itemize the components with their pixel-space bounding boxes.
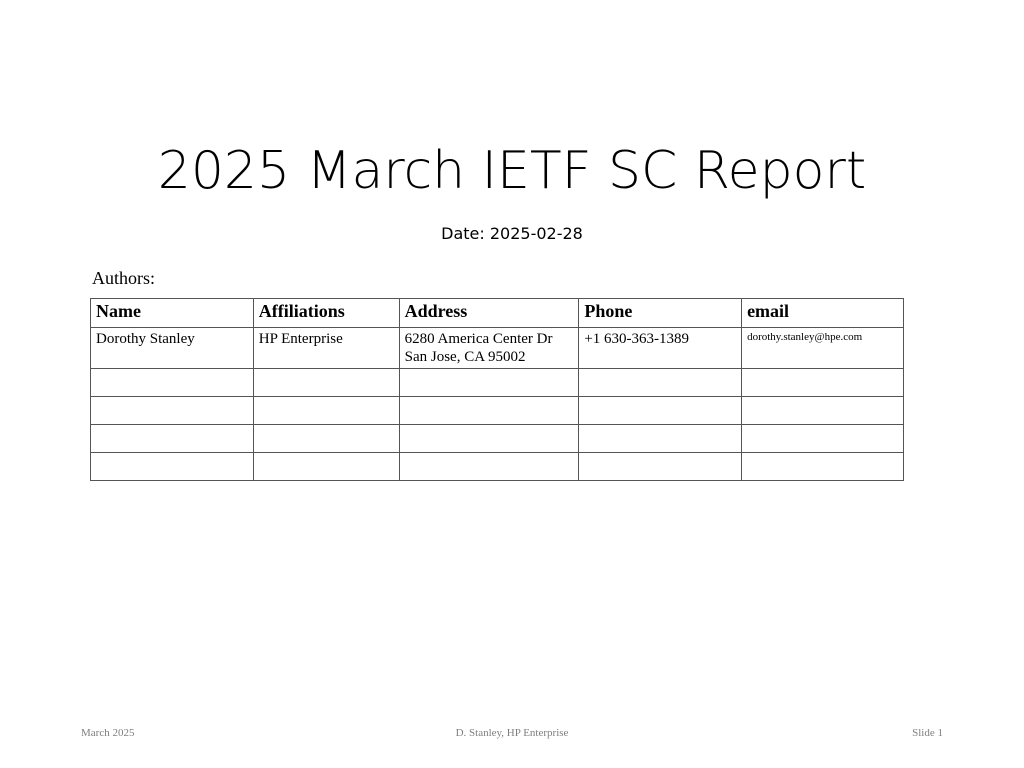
header-affiliations: Affiliations xyxy=(253,299,399,328)
slide-date: Date: 2025-02-28 xyxy=(441,224,583,243)
footer-slide-number: Slide 1 xyxy=(912,727,943,739)
empty-cell xyxy=(399,425,579,453)
cell-address xyxy=(399,328,579,369)
empty-cell xyxy=(399,397,579,425)
empty-cell xyxy=(253,453,399,481)
empty-cell xyxy=(742,425,904,453)
table-row-empty xyxy=(91,369,904,397)
empty-cell xyxy=(91,397,254,425)
cell-affiliation: HP Enterprise xyxy=(253,328,399,369)
address-line-1: 6280 America Center Dr xyxy=(404,331,553,347)
cell-email: dorothy.stanley@hpe.com xyxy=(742,328,904,369)
table-row-empty xyxy=(91,425,904,453)
empty-cell xyxy=(742,369,904,397)
empty-cell xyxy=(253,369,399,397)
empty-cell xyxy=(91,425,254,453)
header-email: email xyxy=(742,299,904,328)
empty-cell xyxy=(579,397,742,425)
header-address: Address xyxy=(399,299,579,328)
header-name: Name xyxy=(91,299,254,328)
header-phone: Phone xyxy=(579,299,742,328)
empty-cell xyxy=(579,453,742,481)
empty-cell xyxy=(253,397,399,425)
cell-phone: +1 630-363-1389 xyxy=(579,328,742,369)
authors-table xyxy=(90,298,904,481)
empty-cell xyxy=(399,369,579,397)
slide-title: 2025 March IETF SC Report xyxy=(157,141,867,201)
address-line-2: San Jose, CA 95002 xyxy=(404,349,526,365)
table-row xyxy=(91,328,904,369)
empty-cell xyxy=(579,369,742,397)
table-header-row xyxy=(91,299,904,328)
empty-cell xyxy=(91,453,254,481)
empty-cell xyxy=(742,397,904,425)
empty-cell xyxy=(742,453,904,481)
empty-cell xyxy=(399,453,579,481)
table-row-empty xyxy=(91,453,904,481)
footer-date: March 2025 xyxy=(81,727,135,739)
authors-label: Authors: xyxy=(92,268,155,288)
empty-cell xyxy=(579,425,742,453)
footer-author: D. Stanley, HP Enterprise xyxy=(455,727,569,739)
cell-name: Dorothy Stanley xyxy=(91,328,254,369)
empty-cell xyxy=(253,425,399,453)
table-row-empty xyxy=(91,397,904,425)
empty-cell xyxy=(91,369,254,397)
